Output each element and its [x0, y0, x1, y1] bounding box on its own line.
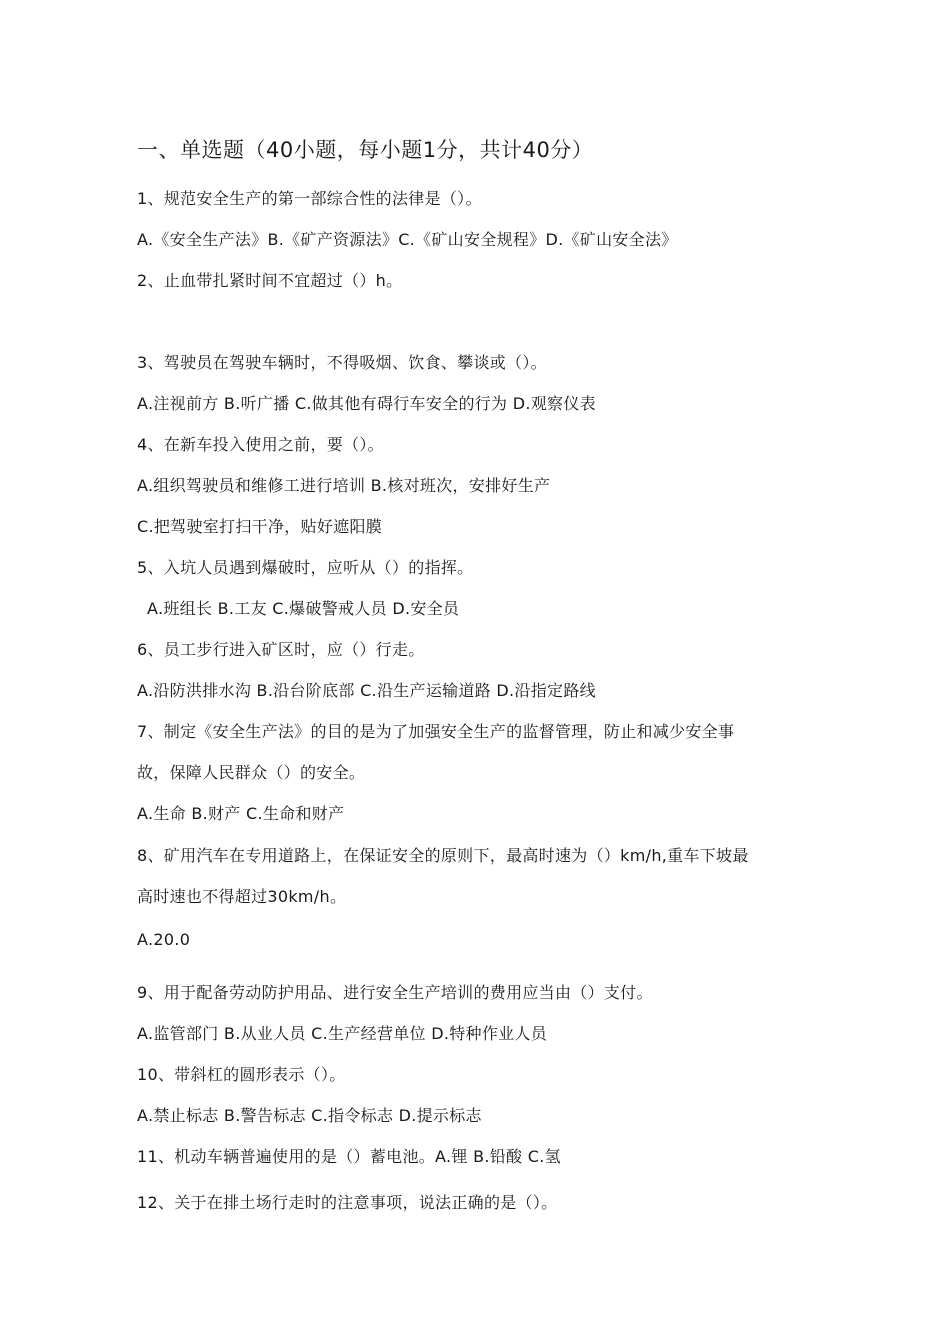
question-7-options: A.生命 B.财产 C.生命和财产: [137, 804, 345, 823]
question-5: 5、入坑人员遇到爆破时，应听从（）的指挥。: [137, 558, 474, 577]
question-8-line-2: 高时速也不得超过30km/h。: [137, 887, 347, 906]
question-10: 10、带斜杠的圆形表示（）。: [137, 1065, 346, 1084]
question-7-line-2: 故，保障人民群众（）的安全。: [137, 763, 366, 782]
question-11: 11、机动车辆普遍使用的是（）蓄电池。A.锂 B.铅酸 C.氢: [137, 1147, 561, 1166]
question-9-options: A.监管部门 B.从业人员 C.生产经营单位 D.特种作业人员: [137, 1024, 548, 1043]
question-4: 4、在新车投入使用之前，要（）。: [137, 435, 384, 454]
question-2: 2、止血带扎紧时间不宜超过（）h。: [137, 271, 403, 290]
question-8-line-1: 8、矿用汽车在专用道路上，在保证安全的原则下，最高时速为（）km/h,重车下坡最: [137, 846, 749, 865]
question-6-options: A.沿防洪排水沟 B.沿台阶底部 C.沿生产运输道路 D.沿指定路线: [137, 681, 596, 700]
section-title: 一、单选题（40小题，每小题1分，共计40分）: [137, 138, 594, 162]
question-7-line-1: 7、制定《安全生产法》的目的是为了加强安全生产的监督管理，防止和减少安全事: [137, 722, 735, 741]
question-1-options: A.《安全生产法》B.《矿产资源法》C.《矿山安全规程》D.《矿山安全法》: [137, 230, 678, 249]
question-10-options: A.禁止标志 B.警告标志 C.指令标志 D.提示标志: [137, 1106, 482, 1125]
question-4-options-line-2: C.把驾驶室打扫干净，贴好遮阳膜: [137, 517, 383, 536]
question-8-options: A.20.0: [137, 930, 191, 949]
question-3: 3、驾驶员在驾驶车辆时，不得吸烟、饮食、攀谈或（）。: [137, 353, 547, 372]
question-5-options: A.班组长 B.工友 C.爆破警戒人员 D.安全员: [147, 599, 460, 618]
question-9: 9、用于配备劳动防护用品、进行安全生产培训的费用应当由（）支付。: [137, 983, 653, 1002]
question-4-options-line-1: A.组织驾驶员和维修工进行培训 B.核对班次，安排好生产: [137, 476, 551, 495]
question-12: 12、关于在排土场行走时的注意事项，说法正确的是（）。: [137, 1193, 558, 1212]
question-3-options: A.注视前方 B.听广播 C.做其他有碍行车安全的行为 D.观察仪表: [137, 394, 596, 413]
question-1: 1、规范安全生产的第一部综合性的法律是（）。: [137, 189, 482, 208]
question-6: 6、员工步行进入矿区时，应（）行走。: [137, 640, 425, 659]
